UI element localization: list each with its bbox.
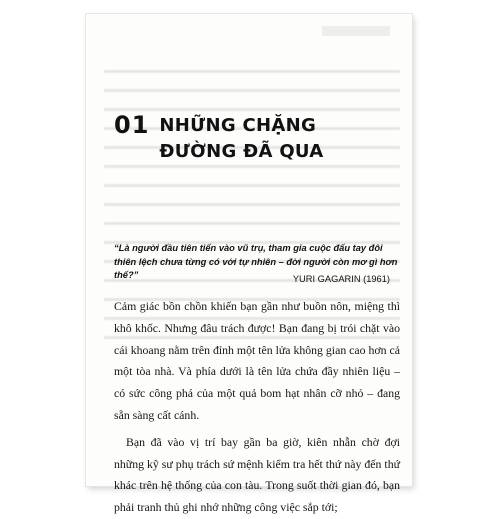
paragraph: Cảm giác bồn chồn khiến bạn gần như buồn nôn, miệng thì khô khốc. Nhưng đâu trách được! Bạn đang bị trói chặt vào cái khoang nằm trên đỉnh một tên lửa không gian cao hơn cả một tòa nhà. Và phía dưới là tên lửa chứa đầy nhiên liệu – có sức công phá của một quả bom hạt nhân cỡ nhỏ – đang sẵn sàng cất cánh. (114, 299, 400, 422)
epigraph-author: YURI GAGARIN (1961) (292, 274, 390, 284)
book-page (86, 14, 412, 515)
epigraph-quote: “Là người đầu tiên tiến vào vũ trụ, tham gia cuộc đấu tay đôi thiên lệch chưa từng có với tự nhiên – đời người còn mơ gì hơn thế?” (114, 243, 398, 280)
body-text (114, 296, 400, 519)
chapter-title-line-2: ĐƯỜNG ĐÃ QUA (159, 141, 324, 162)
chapter-title (159, 113, 323, 165)
paragraph: Bạn đã vào vị trí bay gần ba giờ, kiên nhẫn chờ đợi những kỹ sư phụ trách sứ mệnh kiểm tra hết thứ này đến thứ khác trên hệ thống của con tàu. Trong suốt thời gian đó, bạn phải tranh thủ ghi nhớ những công việc sắp tới; (114, 434, 400, 515)
running-header (322, 26, 390, 36)
chapter-heading (114, 111, 324, 165)
chapter-number: 01 (114, 111, 150, 139)
chapter-title-line-1: NHỮNG CHẶNG (159, 115, 317, 136)
